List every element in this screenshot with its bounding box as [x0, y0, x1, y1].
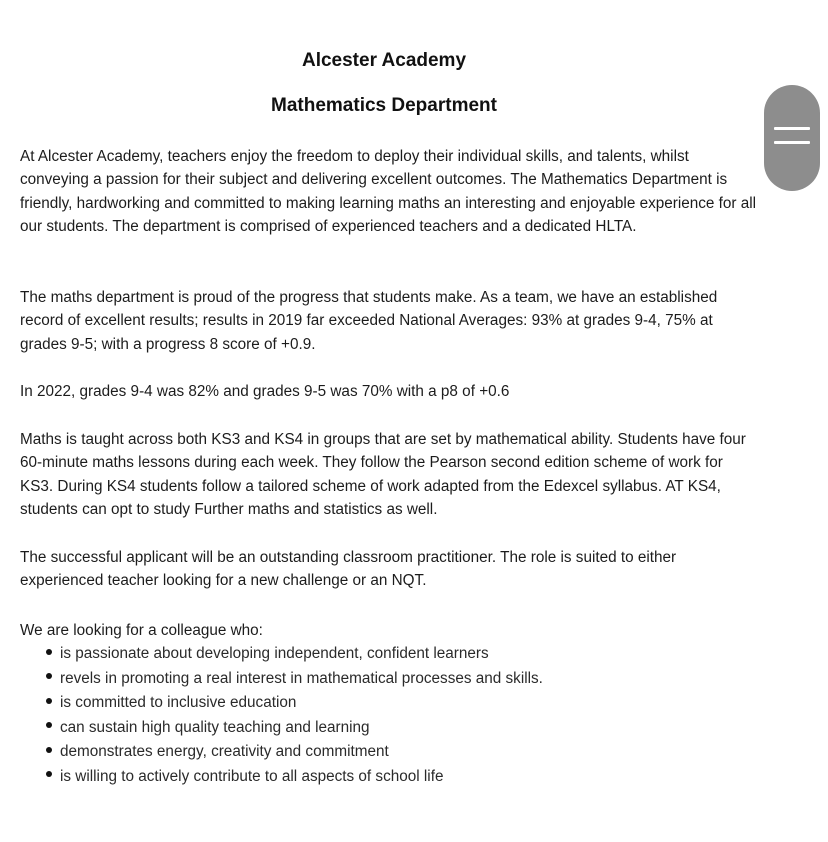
bullet-icon	[46, 673, 52, 679]
bullet-icon	[46, 747, 52, 753]
list-item: is willing to actively contribute to all aspects of school life	[46, 765, 543, 790]
department-title: Mathematics Department	[271, 95, 497, 116]
list-item: demonstrates energy, creativity and commitment	[46, 740, 543, 765]
school-title: Alcester Academy	[301, 50, 467, 71]
list-item: can sustain high quality teaching and learning	[46, 716, 543, 741]
drag-handle-icon	[774, 127, 810, 130]
intro-paragraph: At Alcester Academy, teachers enjoy the freedom to deploy their individual skills, and talents, whilst conveying a passion for their subject and delivering excellent outcomes. The Mathematics Department is friendly, hardworking and committed to making learning maths an interesting and enjoyable experience for all our students. The department is comprised of experienced teachers and a dedicated HLTA.	[20, 148, 757, 236]
list-item: revels in promoting a real interest in mathematical processes and skills.	[46, 667, 543, 692]
bullet-icon	[46, 722, 52, 728]
bullet-icon	[46, 649, 52, 655]
scrollbar-handle[interactable]	[764, 85, 820, 191]
results-paragraph: The maths department is proud of the progress that students make. As a team, we have an established record of excellent results; results in 2019 far exceeded National Averages: 93% at grades 9-4, 75% at grades 9-5; with a progress 8 score of +0.9.	[20, 289, 718, 353]
looking-for-paragraph: We are looking for a colleague who:	[20, 622, 263, 639]
teaching-paragraph: Maths is taught across both KS3 and KS4 in groups that are set by mathematical ability. Students have four 60-minute maths lessons during each week. They follow the Pearson second edition scheme of work for KS3. During KS4 students follow a tailored scheme of work adapted from the Edexcel syllabus. AT KS4, students can opt to study Further maths and statistics as well.	[20, 431, 746, 519]
results-2022-paragraph: In 2022, grades 9-4 was 82% and grades 9-5 was 70% with a p8 of +0.6	[20, 383, 510, 400]
bullet-icon	[46, 698, 52, 704]
list-item: is committed to inclusive education	[46, 691, 543, 716]
applicant-paragraph: The successful applicant will be an outstanding classroom practitioner. The role is suited to either experienced teacher looking for a new challenge or an NQT.	[20, 549, 677, 590]
bullet-icon	[46, 771, 52, 777]
requirements-list	[46, 642, 543, 789]
list-item: is passionate about developing independent, confident learners	[46, 642, 543, 667]
drag-handle-icon	[774, 141, 810, 144]
